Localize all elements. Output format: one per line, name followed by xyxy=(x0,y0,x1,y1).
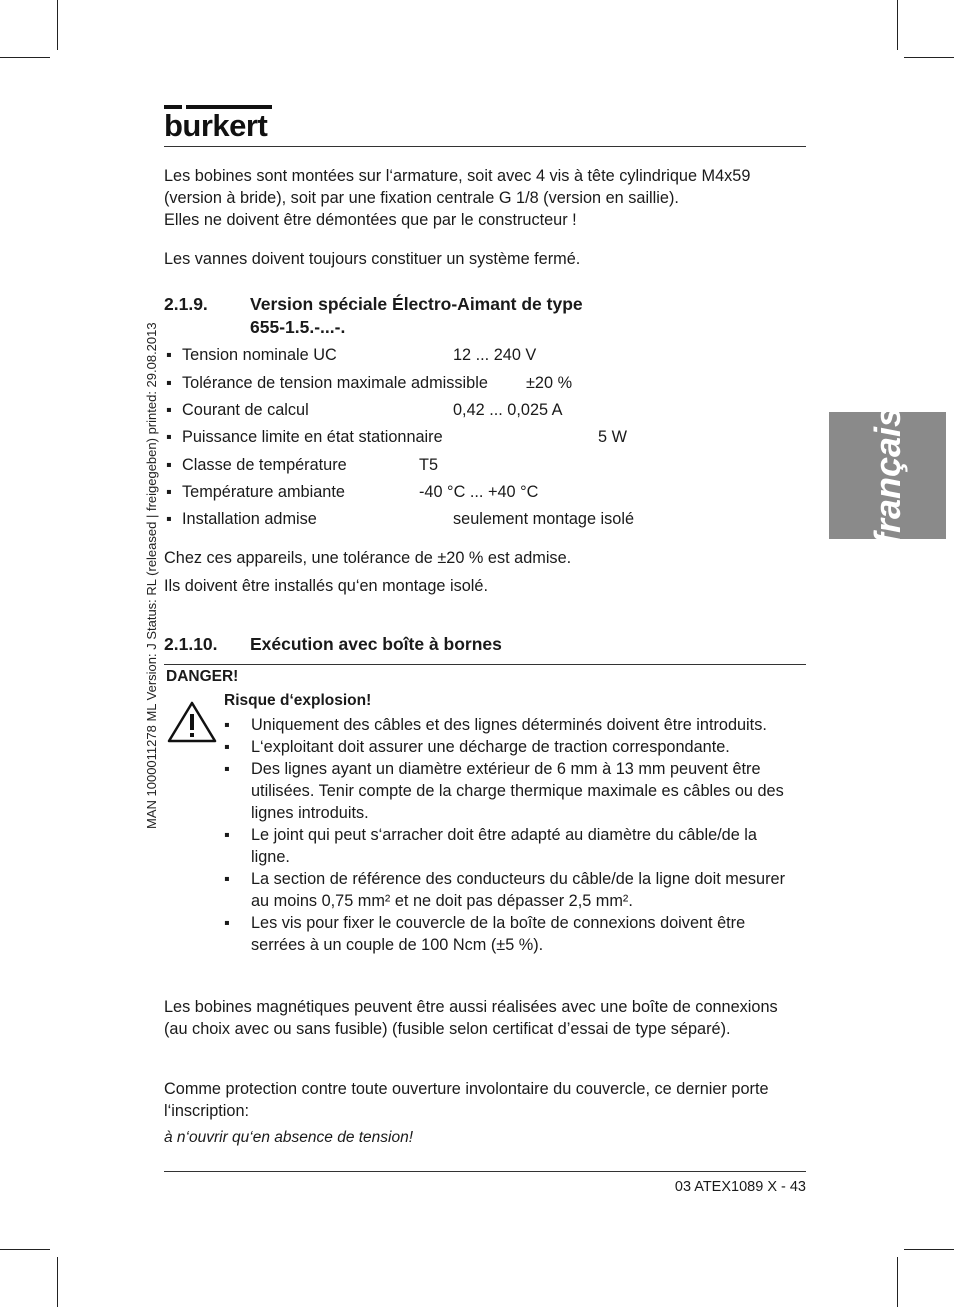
list-item xyxy=(224,824,799,868)
burkert-logo xyxy=(164,105,276,145)
section-heading-219-cont xyxy=(250,316,345,338)
list-item xyxy=(224,736,799,758)
note-text: Chez ces appareils, une tolérance de ±20 % est admise. xyxy=(164,549,572,567)
bullet-icon: ▪ xyxy=(166,428,172,446)
bullet-icon: ▪ xyxy=(224,826,230,844)
bullet-icon: ▪ xyxy=(224,760,230,778)
crop-mark xyxy=(897,1257,898,1307)
spec-label: Puissance limite en état stationnaire xyxy=(182,428,443,446)
logo-wordmark: burkert xyxy=(164,108,268,143)
danger-list xyxy=(224,714,799,956)
spec-value: 0,42 ... 0,025 A xyxy=(453,401,563,419)
crop-mark xyxy=(0,1249,50,1250)
intro-line: Les vannes doivent toujours constituer un système fermé. xyxy=(164,250,581,268)
section-number: 2.1.9. xyxy=(164,294,208,314)
paragraph: Les bobines magnétiques peuvent être aussi réalisées avec une boîte de connexions (au choix avec ou sans fusible) (fusible selon certificat d’essai de type séparé). xyxy=(164,998,778,1038)
danger-rule xyxy=(164,664,806,665)
footer-rule xyxy=(164,1171,806,1172)
bullet-icon: ▪ xyxy=(224,870,230,888)
intro-line: (version à bride), soit par une fixation centrale G 1/8 (version en saillie). xyxy=(164,189,679,207)
paragraph: Comme protection contre toute ouverture involontaire du couvercle, ce dernier porte l‘inscription: xyxy=(164,1080,769,1120)
language-tab-label: français xyxy=(866,406,908,545)
crop-mark xyxy=(57,0,58,50)
list-item-text: La section de référence des conducteurs du câble/de la ligne doit mesurer au moins 0,75 mm² et ne doit pas dépasser 2,5 mm². xyxy=(251,870,785,910)
list-item xyxy=(224,868,799,912)
spec-value: 12 ... 240 V xyxy=(453,346,537,364)
spec-value: ±20 % xyxy=(526,374,573,392)
crop-mark xyxy=(0,57,50,58)
list-item-text: Le joint qui peut s‘arracher doit être adapté au diamètre du câble/de la ligne. xyxy=(251,826,757,866)
bullet-icon: ▪ xyxy=(166,346,172,364)
spec-label: Tolérance de tension maximale admissible xyxy=(182,374,488,392)
crop-mark xyxy=(57,1257,58,1307)
inscription-text: à n‘ouvrir qu‘en absence de tension! xyxy=(164,1129,414,1146)
header-rule xyxy=(164,146,806,147)
spec-label: Tension nominale UC xyxy=(182,346,337,364)
risk-title: Risque d‘explosion! xyxy=(224,692,372,709)
bullet-icon: ▪ xyxy=(166,401,172,419)
bullet-icon: ▪ xyxy=(166,510,172,528)
bullet-icon: ▪ xyxy=(224,914,230,932)
list-item-text: Uniquement des câbles et des lignes déterminés doivent être introduits. xyxy=(251,716,767,734)
list-item-text: Des lignes ayant un diamètre extérieur de 6 mm à 13 mm peuvent être utilisées. Tenir compte de la charge thermique maximale es câbles ou des lignes introduits. xyxy=(251,760,784,822)
list-item xyxy=(224,714,799,736)
spec-label: Installation admise xyxy=(182,510,317,528)
bullet-icon: ▪ xyxy=(166,456,172,474)
crop-mark xyxy=(904,57,954,58)
language-tab[interactable] xyxy=(829,406,946,545)
list-item-text: L‘exploitant doit assurer une décharge de traction correspondante. xyxy=(251,738,730,756)
list-item-text: Les vis pour fixer le couvercle de la boîte de connexions doivent être serrées à un couple de 100 Ncm (±5 %). xyxy=(251,914,746,954)
spec-label: Courant de calcul xyxy=(182,401,309,419)
list-item xyxy=(224,912,799,956)
bullet-icon: ▪ xyxy=(166,374,172,392)
crop-mark xyxy=(904,1249,954,1250)
section-number: 2.1.10. xyxy=(164,634,218,654)
side-document-note: MAN 1000011278 ML Version: J Status: RL (released | freigegeben) printed: 29.08.2013 xyxy=(144,322,159,829)
note-text: Ils doivent être installés qu‘en montage isolé. xyxy=(164,577,489,595)
spec-value: -40 °C ... +40 °C xyxy=(419,483,539,501)
crop-mark xyxy=(897,0,898,50)
spec-label: Température ambiante xyxy=(182,483,345,501)
danger-label: DANGER! xyxy=(166,668,239,685)
spec-value: 5 W xyxy=(598,428,627,446)
section-heading-219 xyxy=(164,293,583,315)
list-item xyxy=(224,758,799,824)
spec-value: seulement montage isolé xyxy=(453,510,635,528)
intro-line: Elles ne doivent être démontées que par le constructeur ! xyxy=(164,211,577,229)
bullet-icon: ▪ xyxy=(224,738,230,756)
spec-value: T5 xyxy=(419,456,439,474)
intro-line: Les bobines sont montées sur l‘armature, soit avec 4 vis à tête cylindrique M4x59 xyxy=(164,167,751,185)
warning-triangle-icon xyxy=(166,700,218,744)
section-title: 655-1.5.-...-. xyxy=(250,317,346,337)
bullet-icon: ▪ xyxy=(224,716,230,734)
spec-label: Classe de température xyxy=(182,456,347,474)
page-footer: 03 ATEX1089 X - 43 xyxy=(674,1179,806,1195)
section-heading-2110 xyxy=(164,633,502,655)
bullet-icon: ▪ xyxy=(166,483,172,501)
section-title: Version spéciale Électro-Aimant de type xyxy=(250,294,583,314)
section-title: Exécution avec boîte à bornes xyxy=(250,634,502,654)
